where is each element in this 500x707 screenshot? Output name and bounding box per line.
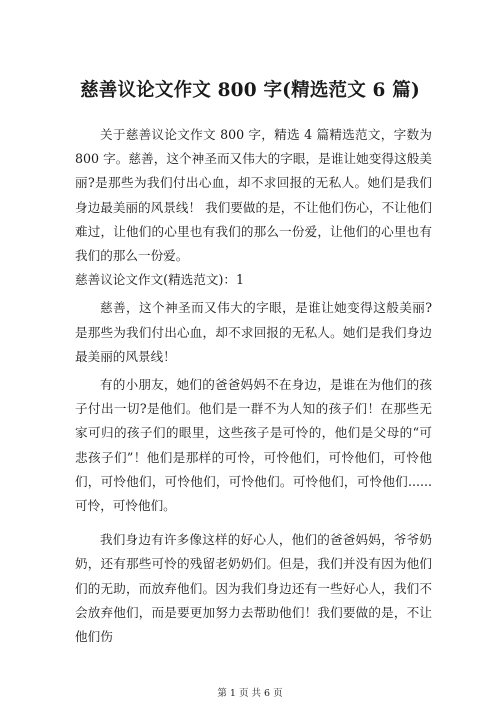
page-number-footer: 第 1 页 共 6 页 [217,688,283,699]
document-body [75,123,432,649]
body-paragraph-3: 我们身边有许多像这样的好心人，他们的爸爸妈妈，爷爷奶奶，还有那些可怜的残留老奶奶们。但是，我们并没有因为他们们的无助，而放弃他们。因为我们身边还有一些好心人，我们不会放弃他们，而是要更加努力去帮助他们！我们要做的是，不让他们伤 [75,532,432,645]
section-heading: 慈善议论文作文(精选范文)：1 [75,272,244,288]
intro-paragraph: 关于慈善议论文作文 800 字，精选 4 篇精选范文，字数为 800 字。慈善，这个神圣而又伟大的字眼，是谁让她变得这般美丽?是那些为我们付出心血，却不求回报的无私人。她们是我们身边最美丽的风景线！ 我们要做的是，不让他们伤心，不让他们难过，让他们的心里也有我们的那么一份爱，让他们的心里也有我们的那么一份爱。 [75,127,432,264]
document-title: 慈善议论文作文 800 字(精选范文 6 篇) [80,80,420,101]
body-paragraph-1: 慈善，这个神圣而又伟大的字眼，是谁让她变得这般美丽?是那些为我们付出心血，却不求回报的无私人。她们是我们身边最美丽的风景线！ [75,300,432,364]
body-paragraph-2: 有的小朋友，她们的爸爸妈妈不在身边，是谁在为他们的孩子付出一切?是他们。他们是一群不为人知的孩子们！在那些无家可归的孩子们的眼里，这些孩子是可怜的，他们是父母的“可悲孩子们”！他们是那样的可怜，可怜他们，可怜他们，可怜他们，可怜他们，可怜他们，可怜他们。可怜他们，可怜他们......可怜，可怜他们。 [75,377,432,514]
